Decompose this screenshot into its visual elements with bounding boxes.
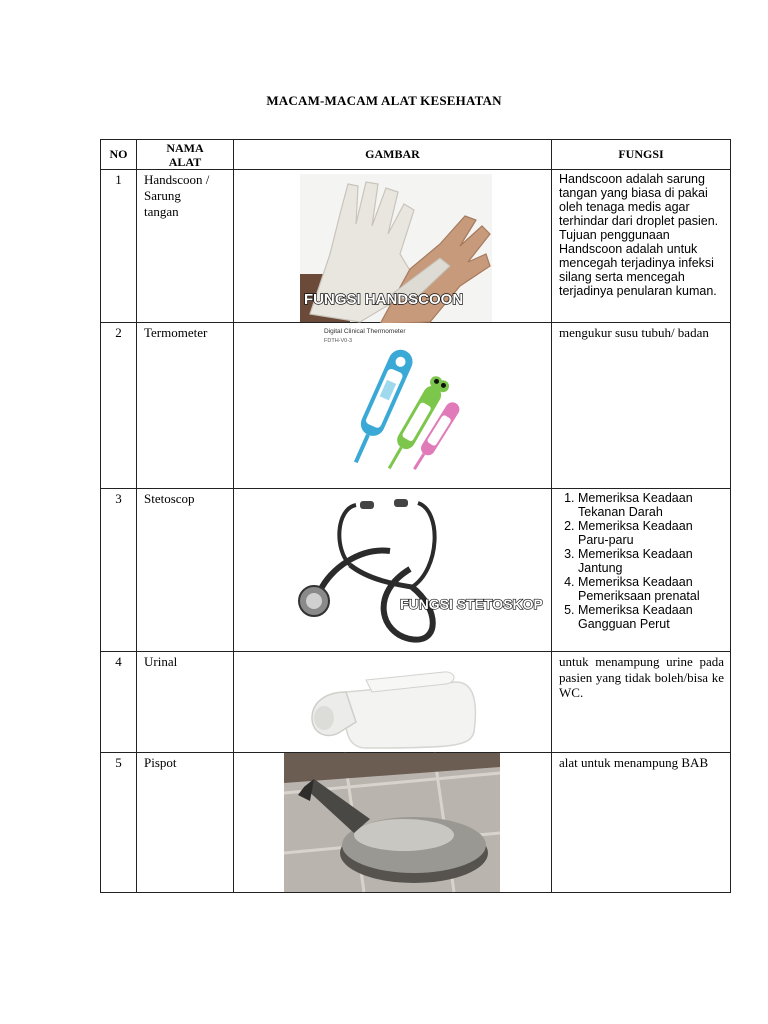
table-row bbox=[101, 753, 731, 893]
image-cell bbox=[234, 753, 552, 893]
item-function: untuk menampung urine pada pasien yang tidak boleh/bisa ke WC. bbox=[552, 652, 731, 753]
table-row bbox=[101, 170, 731, 323]
row-number: 1 bbox=[101, 170, 137, 323]
row-number: 3 bbox=[101, 489, 137, 652]
header-nama bbox=[137, 140, 234, 170]
table-row bbox=[101, 652, 731, 753]
header-no: NO bbox=[101, 140, 137, 170]
bedpan-image bbox=[284, 753, 500, 892]
image-cell bbox=[234, 323, 552, 489]
item-name-line: Termometer bbox=[144, 325, 208, 340]
list-item: 1. Memeriksa Keadaan Tekanan Darah bbox=[578, 491, 724, 519]
row-number: 4 bbox=[101, 652, 137, 753]
gloves-caption: FUNGSI HANDSCOON bbox=[304, 291, 464, 308]
header-gambar: GAMBAR bbox=[234, 140, 552, 170]
item-name-line: Pispot bbox=[144, 755, 177, 770]
header-nama-line1: NAMA bbox=[166, 140, 204, 155]
image-cell bbox=[234, 489, 552, 652]
item-name bbox=[137, 489, 234, 652]
list-item: 3. Memeriksa Keadaan Jantung bbox=[578, 547, 724, 575]
document-title: MACAM-MACAM ALAT KESEHATAN bbox=[266, 93, 502, 108]
item-name bbox=[137, 170, 234, 323]
list-item: 4. Memeriksa Keadaan Pemeriksaan prenatal bbox=[578, 575, 724, 603]
list-item: 5. Memeriksa Keadaan Gangguan Perut bbox=[578, 603, 724, 631]
stethoscope-image bbox=[290, 489, 543, 649]
thermometer-label: Digital Clinical Thermometer bbox=[324, 328, 406, 335]
item-name-line: Sarung bbox=[144, 188, 181, 203]
image-cell bbox=[234, 170, 552, 323]
row-number: 2 bbox=[101, 323, 137, 489]
item-function bbox=[552, 489, 731, 652]
item-name-line: tangan bbox=[144, 204, 179, 219]
urinal-image bbox=[306, 662, 482, 750]
list-item: 2. Memeriksa Keadaan Paru-paru bbox=[578, 519, 724, 547]
stethoscope-caption: FUNGSI STETOSKOP bbox=[400, 596, 543, 612]
item-name-line: Urinal bbox=[144, 654, 178, 669]
item-name bbox=[137, 753, 234, 893]
thermometer-model: FDTH-V0-3 bbox=[324, 338, 353, 344]
item-name-line: Stetoscop bbox=[144, 491, 195, 506]
row-number: 5 bbox=[101, 753, 137, 893]
item-function: alat untuk menampung BAB bbox=[552, 753, 731, 893]
gloves-image bbox=[300, 174, 492, 322]
table-row bbox=[101, 323, 731, 489]
item-function: Handscoon adalah sarung tangan yang biasa di pakai oleh tenaga medis agar terhindar dari droplet pasien. Tujuan penggunaan Handscoon adalah untuk mencegah terjadinya infeksi silang serta mencegah terjadinya penularan kuman. bbox=[552, 170, 731, 323]
item-name-line: Handscoon / bbox=[144, 172, 210, 187]
item-function: mengukur susu tubuh/ badan bbox=[552, 323, 731, 489]
equipment-table bbox=[100, 139, 731, 893]
function-list bbox=[559, 491, 724, 631]
header-nama-line2: ALAT bbox=[168, 154, 202, 169]
header-fungsi: FUNGSI bbox=[552, 140, 731, 170]
table-header-row bbox=[101, 140, 731, 170]
image-cell bbox=[234, 652, 552, 753]
item-name bbox=[137, 323, 234, 489]
thermometer-image bbox=[320, 323, 462, 481]
item-name bbox=[137, 652, 234, 753]
table-row bbox=[101, 489, 731, 652]
